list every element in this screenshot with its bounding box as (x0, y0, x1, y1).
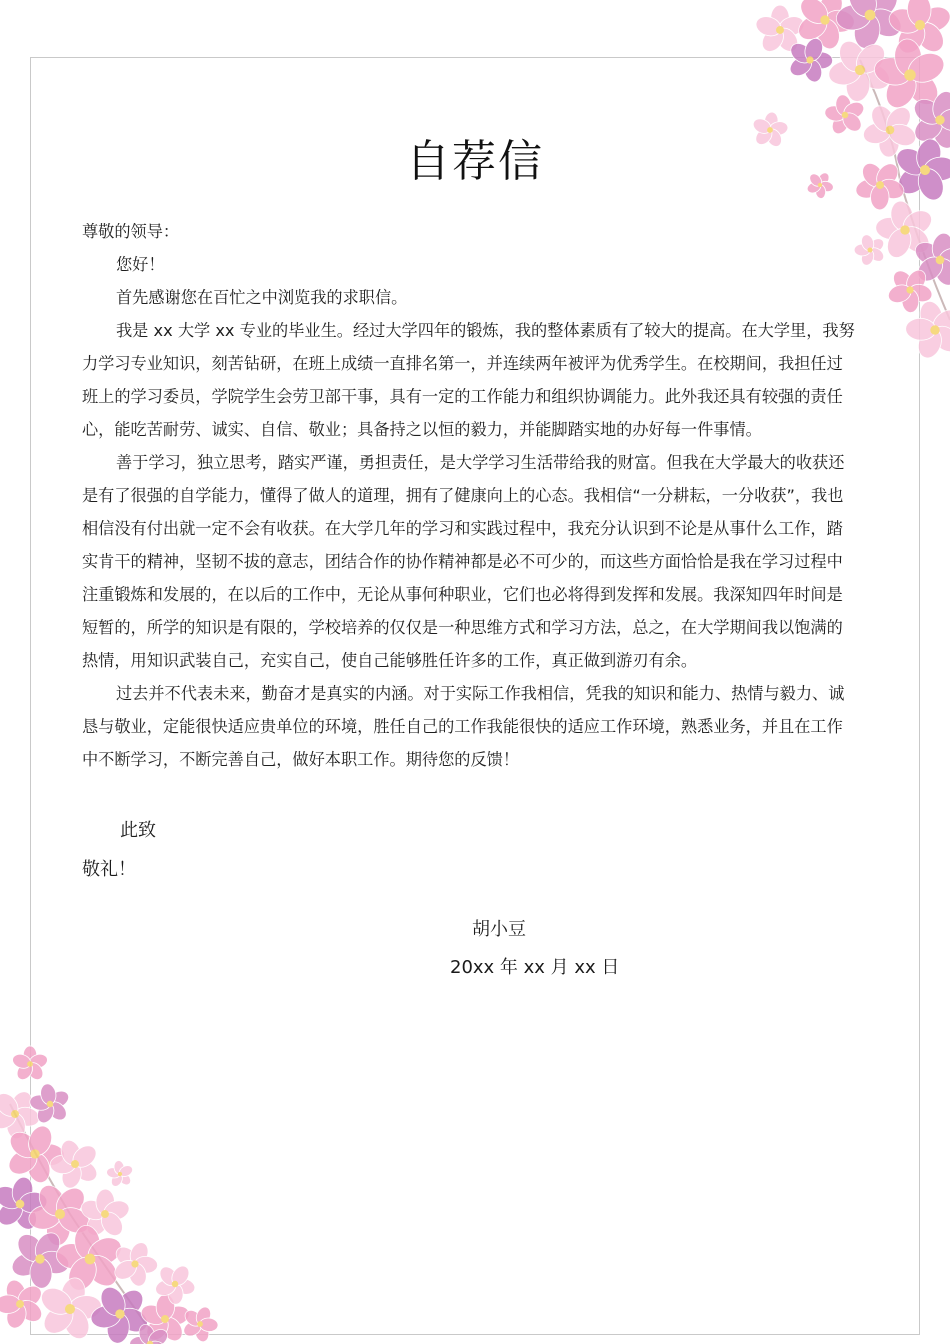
greeting: 您好！ (116, 255, 165, 274)
signer-name: 胡小豆 (472, 919, 526, 940)
paragraph: 过去并不代表未来，勤奋才是真实的内涵。对于实际工作我相信，凭我的知识和能力、热情与毅力、诚恳与敬业，定能很快适应贵单位的环境，胜任自己的工作我能很快的适应工作环境，熟悉业务，并且在工作中不断学习，不断完善自己，做好本职工作。期待您的反馈！ (82, 684, 845, 769)
blossom-icon (784, 0, 865, 60)
salutation: 尊敬的领导： (82, 222, 180, 241)
blossom-icon (820, 0, 920, 65)
closing-line-2: 敬礼！ (82, 859, 136, 880)
paragraph: 首先感谢您在百忙之中浏览我的求职信。 (116, 288, 408, 307)
letter-date: 20xx 年 xx 月 xx 日 (450, 957, 620, 978)
closing-line-1: 此致 (120, 820, 156, 841)
paragraph: 我是 xx 大学 xx 专业的毕业生。经过大学四年的锻炼，我的整体素质有了较大的提高。在大学里，我努力学习专业知识，刻苦钻研，在班上成绩一直排名第一，并连续两年被评为优秀学生。在校期间，我担任过班上的学习委员，学院学生会劳卫部干事，具有一定的工作能力和组织协调能力。此外我还具有较强的责任心，能吃苦耐劳、诚实、自信、敬业；具备持之以恒的毅力，并能脚踏实地的办好每一件事情。 (82, 321, 855, 439)
blossom-icon (754, 5, 807, 55)
letter-title: 自荐信 (406, 136, 544, 187)
letter-body (82, 215, 857, 776)
paragraph: 善于学习，独立思考，踏实严谨，勇担责任，是大学学习生活带给我的财富。但我在大学最大的收获还是有了很强的自学能力，懂得了做人的道理，拥有了健康向上的心态。我相信“一分耕耘，一分收获”，我也相信没有付出就一定不会有收获。在大学几年的学习和实践过程中，我充分认识到不论是从事什么工作，踏实肯干的精神，坚韧不拔的意志，团结合作的协作精神都是必不可少的，而这些方面恰恰是我在学习过程中注重锻炼和发展的，在以后的工作中，无论从事何种职业，它们也必将得到发挥和发展。我深知四年时间是短暂的，所学的知识是有限的，学校培养的仅仅是一种思维方式和学习方法，总之，在大学期间我以饱满的热情，用知识武装自己，充实自己，使自己能够胜任许多的工作，真正做到游刃有余。 (82, 453, 845, 670)
